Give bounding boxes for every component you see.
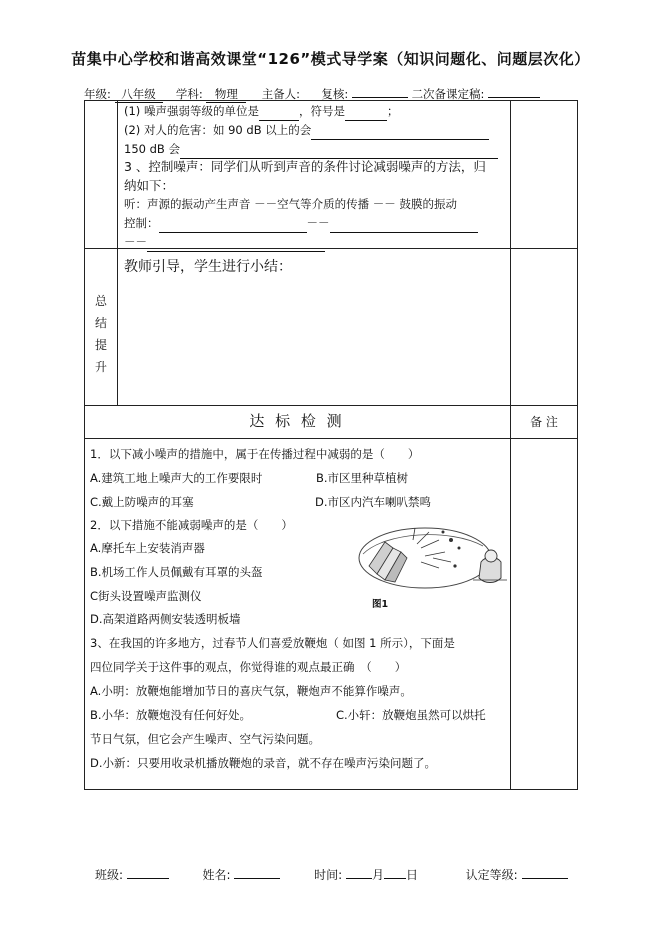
- question-2: 2．以下措施不能减弱噪声的是（ ）: [90, 518, 293, 532]
- test-heading: 达 标 检 测: [249, 412, 345, 430]
- day-blank[interactable]: [384, 878, 406, 879]
- summary-text: 教师引导，学生进行小结：: [124, 259, 292, 275]
- q3-option-c-line-2: 节日气氛，但它会产生噪声、空气污染问题。: [90, 732, 320, 746]
- q1-option-b: B.市区里种草植树: [316, 471, 409, 485]
- figure-caption: 图1: [372, 599, 389, 610]
- top-line-2: (2) 对人的危害：如 90 dB 以上的会: [124, 121, 489, 140]
- table-divider-left: [117, 100, 118, 405]
- page-title: 苗集中心学校和谐高效课堂“126”模式导学案（知识问题化、问题层次化）: [71, 50, 590, 68]
- level-blank[interactable]: [522, 878, 568, 879]
- level-label: 认定等级:: [465, 868, 518, 882]
- review-blank[interactable]: [352, 97, 408, 98]
- q2-option-d: D.高架道路两侧安装透明板墙: [90, 612, 241, 626]
- q2-option-c: C街头设置噪声监测仪: [90, 589, 202, 603]
- subject-value: 物理: [206, 86, 246, 103]
- q3-option-c-line-1: C.小轩：放鞭炮虽然可以烘托: [336, 708, 486, 722]
- top-line-4: 3 、控制噪声：同学们从听到声音的条件讨论减弱噪声的方法，归: [124, 159, 486, 174]
- preparer-label: 主备人:: [261, 87, 301, 101]
- q1-option-c: C.戴上防噪声的耳塞: [90, 495, 194, 509]
- second-prep-blank[interactable]: [488, 97, 540, 98]
- month-label: 月: [371, 868, 384, 882]
- subject-label: 学科:: [175, 87, 203, 101]
- top-line-6: 听：声源的振动产生声音 －－空气等介质的传播 －－ 鼓膜的振动: [124, 197, 457, 211]
- q2-option-a: A.摩托车上安装消声器: [90, 541, 205, 555]
- top-line-1: (1) 噪声强弱等级的单位是 ，符号是 ；: [124, 102, 398, 121]
- summary-label-4: 升: [94, 360, 107, 374]
- table-divider-row2: [84, 405, 578, 406]
- top-line-5: 纳如下：: [124, 178, 175, 193]
- grade-label: 年级:: [84, 87, 111, 101]
- question-3-line-2: 四位同学关于这件事的观点，你觉得谁的观点最正确 （ ）: [90, 660, 407, 674]
- summary-label-2: 结: [94, 316, 107, 330]
- q1-option-a: A.建筑工地上噪声大的工作要限时: [90, 471, 263, 485]
- review-label: 复核:: [321, 87, 349, 101]
- footer-row: [95, 866, 568, 883]
- q1-option-d: D.市区内汽车喇叭禁鸣: [315, 495, 432, 509]
- q2-option-b: B.机场工作人员佩戴有耳罩的头盔: [90, 565, 263, 579]
- question-3-line-1: 3、在我国的许多地方，过春节人们喜爱放鞭炮（ 如图 1 所示），下面是: [90, 636, 455, 650]
- notes-label: 备 注: [530, 415, 558, 429]
- name-label: 姓名:: [202, 868, 231, 882]
- grade-value: 八年级: [115, 86, 163, 103]
- class-label: 班级:: [95, 868, 124, 882]
- summary-label-3: 提: [94, 338, 107, 352]
- top-line-3: 150 dB 会: [124, 140, 498, 159]
- time-label: 时间:: [314, 868, 343, 882]
- q3-option-d: D.小新：只要用收录机播放鞭炮的录音，就不存在噪声污染问题了。: [90, 756, 437, 770]
- day-label: 日: [405, 868, 418, 882]
- table-divider-row3: [84, 438, 578, 439]
- q3-option-b: B.小华：放鞭炮没有任何好处。: [90, 708, 252, 722]
- top-line-8: －－: [124, 233, 325, 252]
- class-blank[interactable]: [127, 878, 169, 879]
- second-prep-label: 二次备课定稿:: [411, 87, 485, 101]
- summary-label-1: 总: [94, 294, 107, 308]
- firecracker-illustration: [355, 522, 517, 594]
- question-1: 1．以下减小噪声的措施中，属于在传播过程中减弱的是（ ）: [90, 447, 420, 461]
- table-divider-right: [510, 100, 511, 790]
- month-blank[interactable]: [346, 878, 372, 879]
- top-line-7: 控制： －－: [124, 214, 478, 233]
- name-blank[interactable]: [234, 878, 280, 879]
- q3-option-a: A.小明：放鞭炮能增加节日的喜庆气氛，鞭炮声不能算作噪声。: [90, 684, 412, 698]
